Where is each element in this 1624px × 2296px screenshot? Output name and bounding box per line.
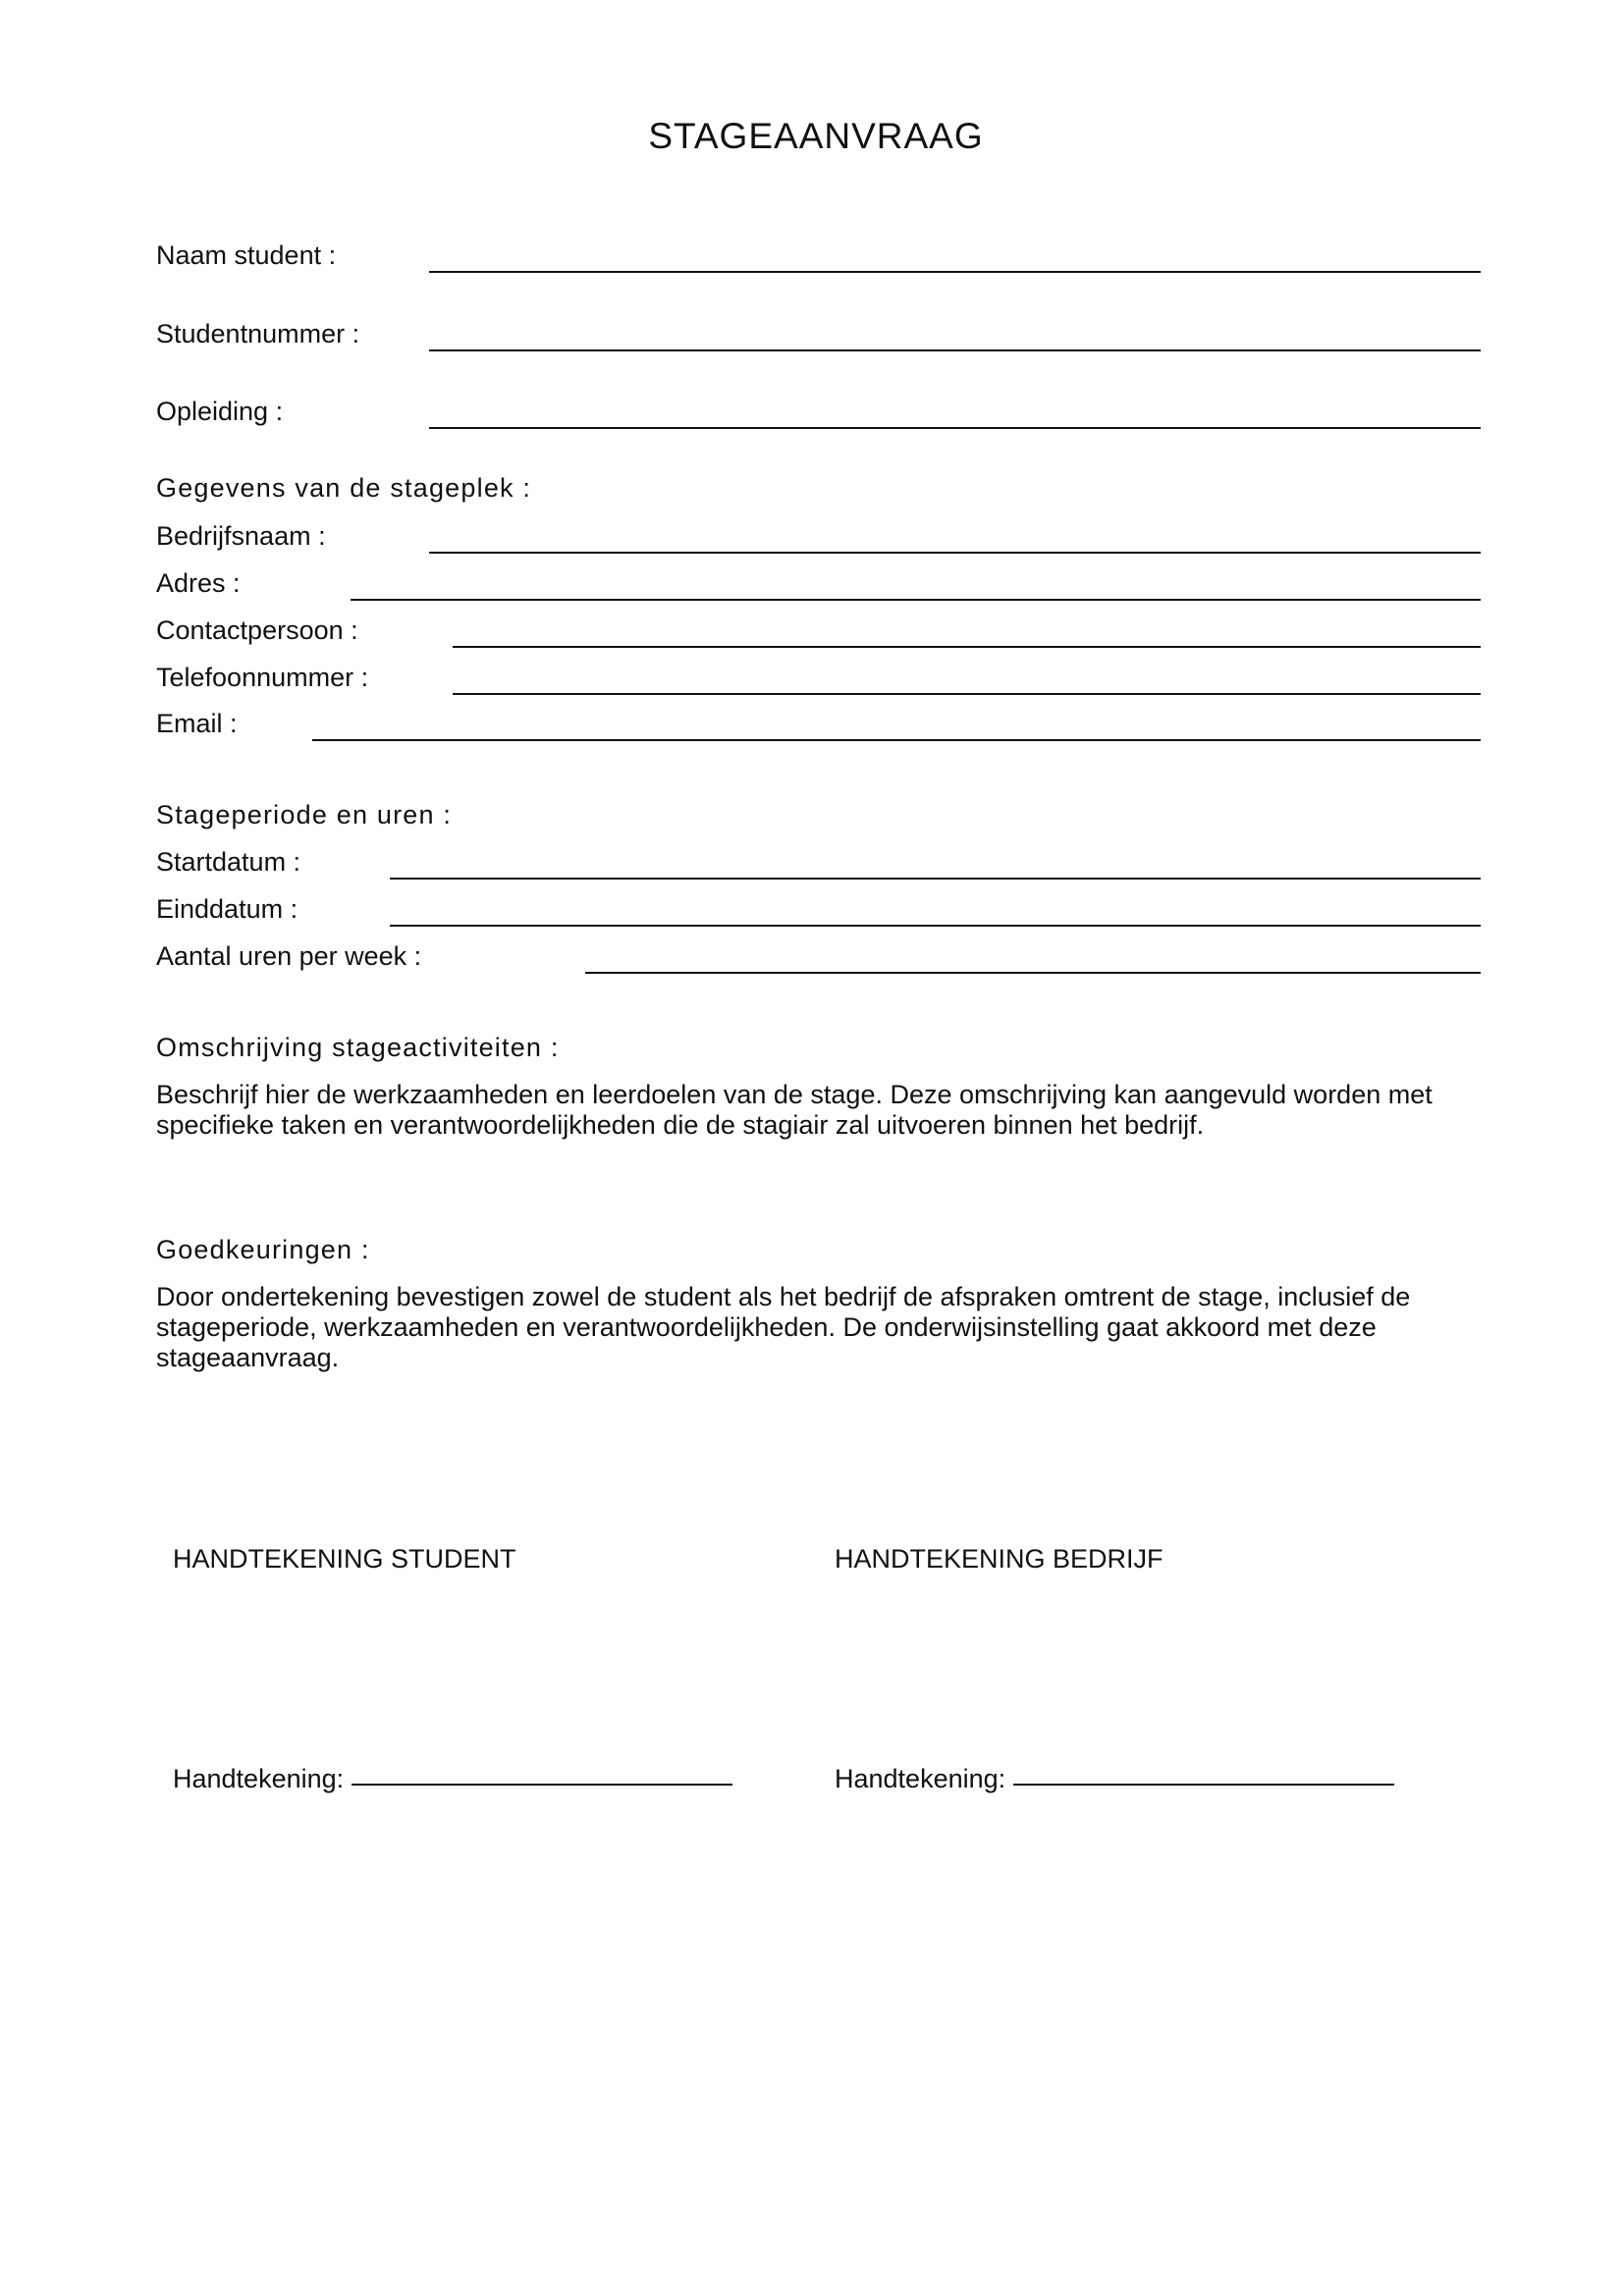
approvals-heading: Goedkeuringen : bbox=[156, 1235, 370, 1264]
student-name-field[interactable] bbox=[429, 271, 1481, 273]
program-field[interactable] bbox=[429, 427, 1481, 429]
placement-heading: Gegevens van de stageplek : bbox=[156, 473, 532, 503]
program-label: Opleiding : bbox=[156, 397, 284, 426]
activities-description: Beschrijf hier de werkzaamheden en leerdoelen van de stage. Deze omschrijving kan aangevuld worden met specifieke taken en verantwoordelijkheden die de stagiair zal uitvoeren binnen het bedrijf. bbox=[156, 1080, 1433, 1140]
email-field[interactable] bbox=[312, 739, 1481, 741]
phone-label: Telefoonnummer : bbox=[156, 663, 369, 692]
student-number-label: Studentnummer : bbox=[156, 319, 360, 348]
student-number-field[interactable] bbox=[429, 349, 1481, 351]
company-name-field[interactable] bbox=[429, 552, 1481, 554]
student-signature-heading: HANDTEKENING STUDENT bbox=[173, 1544, 516, 1574]
end-date-label: Einddatum : bbox=[156, 894, 298, 924]
hours-per-week-field[interactable] bbox=[585, 972, 1481, 974]
student-signature-label: Handtekening: bbox=[173, 1764, 345, 1793]
address-field[interactable] bbox=[351, 599, 1481, 601]
email-label: Email : bbox=[156, 709, 238, 738]
company-name-label: Bedrijfsnaam : bbox=[156, 521, 326, 551]
hours-per-week-label: Aantal uren per week : bbox=[156, 941, 422, 971]
company-signature-label: Handtekening: bbox=[835, 1764, 1006, 1793]
start-date-field[interactable] bbox=[390, 878, 1481, 880]
student-name-label: Naam student : bbox=[156, 240, 337, 270]
document-title: STAGEAANVRAAG bbox=[648, 116, 984, 156]
contact-person-label: Contactpersoon : bbox=[156, 615, 358, 645]
contact-person-field[interactable] bbox=[453, 646, 1481, 648]
end-date-field[interactable] bbox=[390, 925, 1481, 927]
approvals-description: Door ondertekening bevestigen zowel de student als het bedrijf de afspraken omtrent de stage, inclusief de stageperiode, werkzaamheden en verantwoordelijkheden. De onderwijsinstelling gaat akkoord met deze stageaanvraag. bbox=[156, 1282, 1411, 1372]
student-signature-field[interactable] bbox=[352, 1784, 732, 1786]
company-signature-field[interactable] bbox=[1013, 1784, 1394, 1786]
start-date-label: Startdatum : bbox=[156, 847, 301, 877]
period-heading: Stageperiode en uren : bbox=[156, 800, 453, 829]
company-signature-line[interactable] bbox=[835, 1764, 1394, 1794]
company-signature-heading: HANDTEKENING BEDRIJF bbox=[835, 1544, 1164, 1574]
activities-heading: Omschrijving stageactiviteiten : bbox=[156, 1033, 560, 1062]
address-label: Adres : bbox=[156, 568, 241, 598]
student-signature-line[interactable] bbox=[173, 1764, 732, 1794]
phone-field[interactable] bbox=[453, 693, 1481, 695]
